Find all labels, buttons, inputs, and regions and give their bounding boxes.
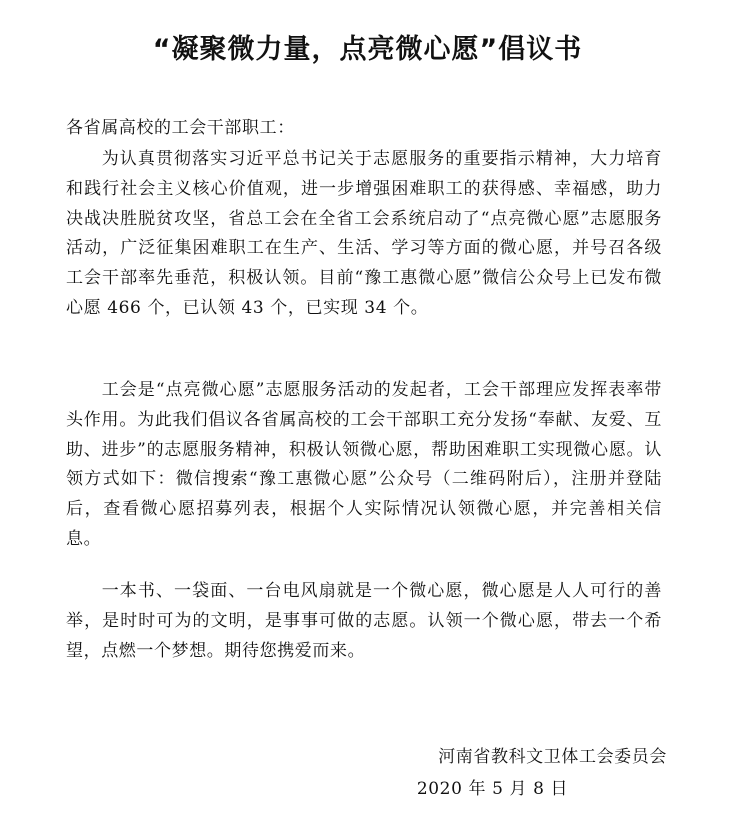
salutation: 各省属高校的工会干部职工： [66,118,295,138]
document-title: “凝聚微力量，点亮微心愿”倡议书 [152,34,583,65]
body-paragraph-1: 为认真贯彻落实习近平总书记关于志愿服务的重要指示精神，大力培育和践行社会主义核心价值观，进一步增强困难职工的获得感、幸福感，助力决战决胜脱贫攻坚，省总工会在全省工会系统启动了“点亮微心愿”志愿服务活动，广泛征集困难职工在生产、生活、学习等方面的微心愿，并号召各级工会干部率先垂范，积极认领。目前“豫工惠微心愿”微信公众号上已发布微心愿 466 个，已认领 43 个，已实现 34 个。 [66,149,662,318]
body-paragraph-2: 工会是“点亮微心愿”志愿服务活动的发起者，工会干部理应发挥表率带头作用。为此我们倡议各省属高校的工会干部职工充分发扬“奉献、友爱、互助、进步”的志愿服务精神，积极认领微心愿，帮助困难职工实现微心愿。认领方式如下：微信搜索“豫工惠微心愿”公众号（二维码附后），注册并登陆后，查看微心愿招募列表，根据个人实际情况认领微心愿，并完善相关信息。 [66,380,662,549]
signature-organization: 河南省教科文卫体工会委员会 [438,747,667,767]
body-paragraph-3: 一本书、一袋面、一台电风扇就是一个微心愿，微心愿是人人可行的善举，是时时可为的文明，是事事可做的志愿。认领一个微心愿，带去一个希望，点燃一个梦想。期待您携爱而来。 [66,581,662,661]
signature-date: 2020 年 5 月 8 日 [416,779,569,799]
